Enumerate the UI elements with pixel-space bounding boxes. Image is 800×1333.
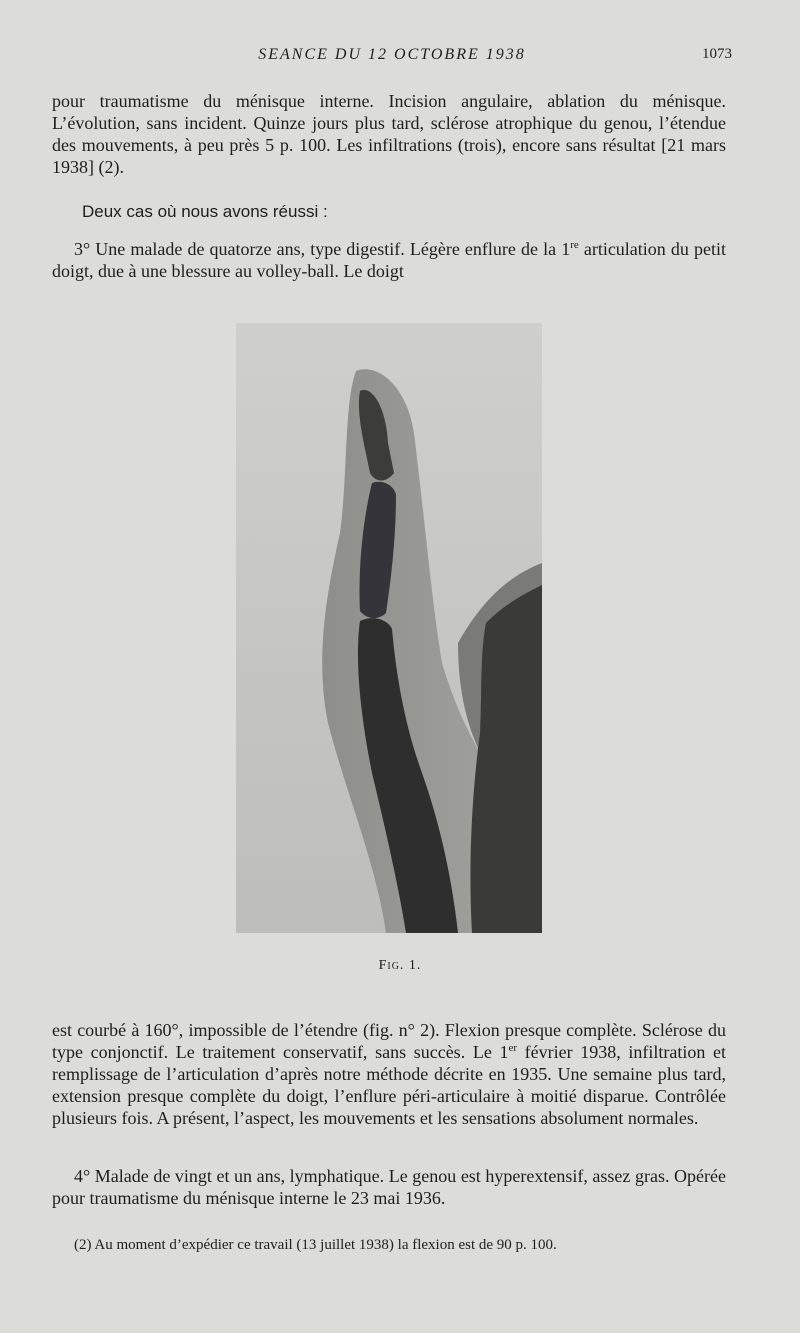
- paragraph-2: Deux cas où nous avons réussi :: [82, 202, 328, 221]
- page-number: 1073: [702, 46, 732, 62]
- header-title: SEANCE DU 12 OCTOBRE 1938: [258, 46, 526, 63]
- paragraph-3-text-b: 1: [561, 239, 571, 259]
- paragraph-5: 4° Malade de vingt et un ans, lymphatique. Le genou est hyperextensif, assez gras. Opérée pour traumatisme du ménisque interne le 23 mai 1936.: [52, 1166, 726, 1208]
- xray-image: [236, 323, 542, 933]
- paragraph-3-superscript: re: [570, 239, 579, 251]
- paragraph-4-text-b: février 1938, infiltration et remplissage de l’articulation d’après notre méthode décrite en 1935. Une semaine plus tard, extension presque complète du doigt, l’enflure péri-articulaire à moitié disparue. Contrôlée plusieurs fois. A présent, l’aspect, les mouvements et les sensations absolument normales.: [52, 1042, 727, 1128]
- figure-caption: Fig. 1.: [378, 958, 422, 973]
- paragraph-3-text-a: 3° Une malade de quatorze ans, type digestif. Légère enflure de la: [74, 239, 562, 259]
- paragraph-3-text-c: articulation du petit doigt, due à une blessure au volley-ball. Le doigt: [52, 239, 726, 281]
- paragraph-1: pour traumatisme du ménisque interne. Incision angulaire, ablation du ménisque. L’évolution, sans incident. Quinze jours plus tard, sclérose atrophique du genou, l’étendue des mouvements, à peu près 5 p. 100. Les infiltrations (trois), encore sans résultat [21 mars 1938] (2).: [52, 91, 726, 177]
- paragraph-4-text-a: est courbé à 160°, impossible de l’étendre (fig. n° 2). Flexion presque complète. Sclérose du type conjonctif. Le traitement conservatif, sans succès. Le 1: [52, 1020, 726, 1062]
- paragraph-4: [52, 1019, 726, 1129]
- paragraph-4-superscript: er: [508, 1042, 518, 1054]
- xray-figure: [236, 323, 542, 933]
- footnote: (2) Au moment d’expédier ce travail (13 juillet 1938) la flexion est de 90 p. 100.: [74, 1237, 557, 1253]
- paragraph-3: [52, 238, 726, 282]
- running-header: [52, 46, 732, 72]
